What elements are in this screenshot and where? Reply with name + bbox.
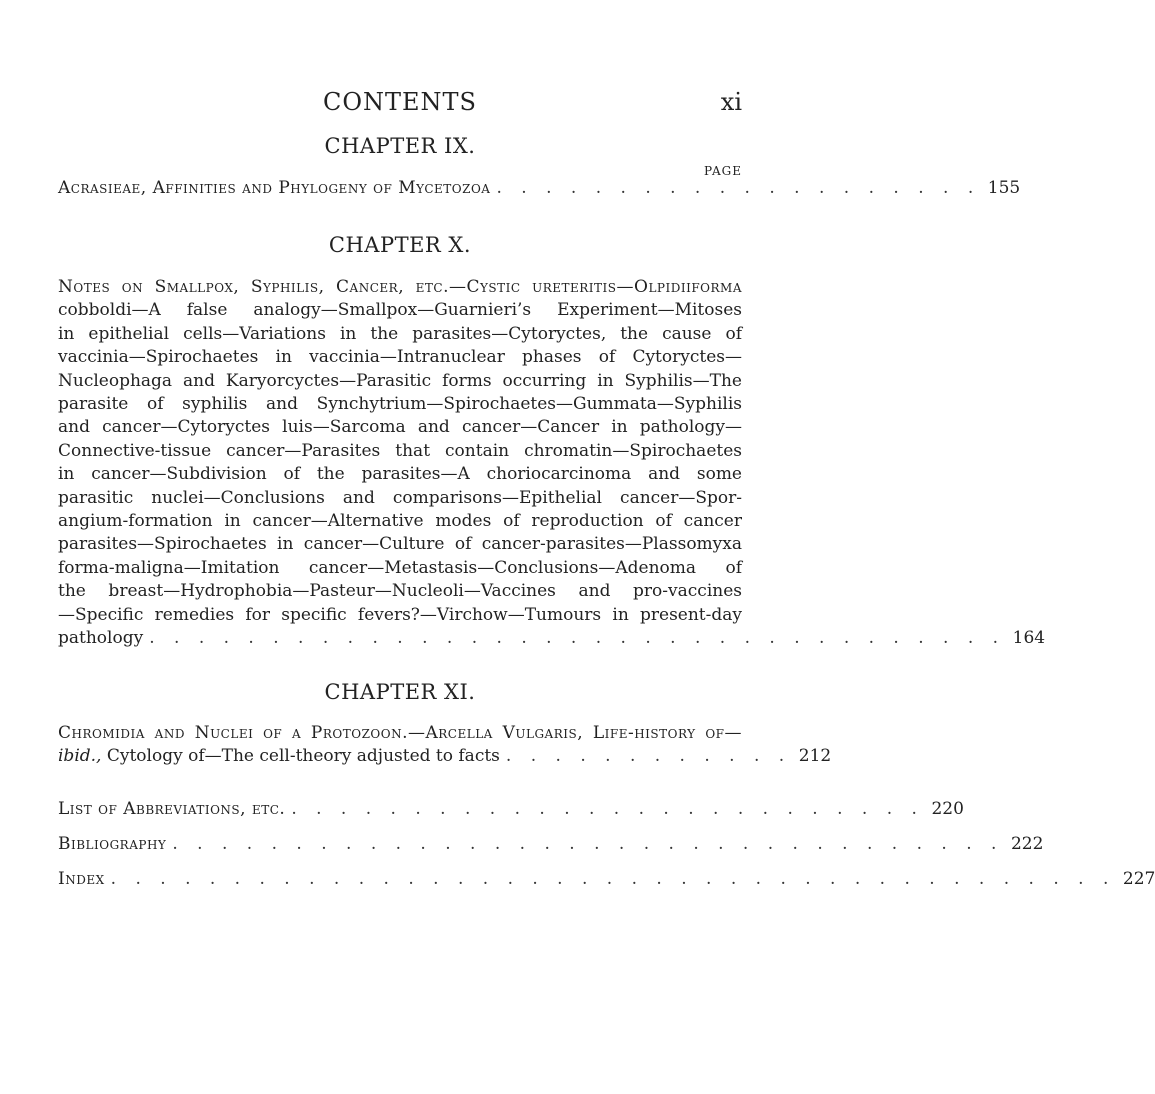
chapter-9-entry — [58, 177, 1021, 200]
chapter-11-page: 212 — [798, 746, 832, 767]
chapter-9-heading: CHAPTER IX. — [324, 134, 476, 158]
bibliography-page: 222 — [1010, 834, 1044, 854]
back-matter-item — [58, 796, 964, 822]
chapter-10-heading: CHAPTER X. — [328, 233, 472, 257]
chapter-10-line: parasite of syphilis and Synchytrium—Spirochaetes—Gummata—Syphilis — [58, 394, 742, 415]
chapter-11-line-2: Cytology of—The cell-theory adjusted to facts — [101, 746, 500, 767]
abbreviations-page: 220 — [931, 799, 964, 819]
back-matter — [58, 796, 1155, 892]
chapter-10-line: in epithelial cells—Variations in the parasites—Cytoryctes, the cause of — [58, 323, 742, 344]
back-matter-item — [58, 866, 1155, 892]
bibliography-label: Bibliography — [58, 834, 167, 854]
chapter-10-line: in cancer—Subdivision of the parasites—A choriocarcinoma and some — [58, 464, 742, 485]
chapter-9-page: 155 — [987, 178, 1021, 198]
chapter-10-line: forma-maligna—Imitation cancer—Metastasis—Conclusions—Adenoma of — [58, 557, 742, 578]
chapter-11-entry — [58, 722, 832, 769]
chapter-10-line: Nucleophaga and Karyorcyctes—Parasitic forms occurring in Syphilis—The — [58, 370, 742, 391]
index-page: 227 — [1122, 869, 1155, 889]
leader-dots: . . . . . . . . . . . . — [505, 746, 792, 767]
chapter-11-line: Chromidia and Nuclei of a Protozoon.—Arcella Vulgaris, Life-history of— — [58, 723, 742, 743]
chapter-11-ibid: ibid., — [58, 746, 102, 767]
back-matter-item — [58, 831, 1044, 857]
chapter-10-last-line: pathology — [58, 628, 144, 649]
chapter-10-page: 164 — [1012, 628, 1046, 649]
abbreviations-label: List of Abbreviations, etc. — [58, 799, 286, 819]
running-head-page-number: xi — [720, 88, 742, 116]
chapter-10-line: parasites—Spirochaetes in cancer—Culture of cancer-parasites—Plassomyxa — [58, 534, 742, 555]
leader-dots: . . . . . . . . . . . . . . . . . . . . . . . . . . — [291, 799, 924, 819]
chapter-10-line: —Specific remedies for specific fevers?—Virchow—Tumours in present-day — [58, 604, 742, 625]
chapter-10-line: the breast—Hydrophobia—Pasteur—Nucleoli—Vaccines and pro-vaccines — [58, 581, 742, 602]
leader-dots: . . . . . . . . . . . . . . . . . . . . . . . . . . . . . . . . . . — [172, 834, 1004, 854]
chapter-10-line: vaccinia—Spirochaetes in vaccinia—Intranuclear phases of Cytoryctes— — [58, 347, 742, 368]
chapter-9-title: Acrasieae, Affinities and Phylogeny of Mycetozoa — [58, 178, 491, 198]
chapter-10-entry — [58, 276, 1046, 651]
chapter-10-line: angium-formation in cancer—Alternative modes of reproduction of cancer — [58, 511, 742, 532]
chapter-10-line: cobboldi—A false analogy—Smallpox—Guarnieri’s Experiment—Mitoses — [58, 300, 742, 321]
chapter-11-heading: CHAPTER XI. — [324, 680, 476, 704]
leader-dots: . . . . . . . . . . . . . . . . . . . . . . . . . . . . . . . . . . . — [149, 628, 1006, 649]
leader-dots: . . . . . . . . . . . . . . . . . . . . — [496, 178, 981, 198]
leader-dots: . . . . . . . . . . . . . . . . . . . . . . . . . . . . . . . . . . . . . . . . . — [110, 869, 1116, 889]
running-head — [0, 88, 800, 122]
chapter-10-line: and cancer—Cytoryctes luis—Sarcoma and cancer—Cancer in pathology— — [58, 417, 742, 438]
index-label: Index — [58, 869, 105, 889]
page-column-label: PAGE — [704, 164, 742, 178]
chapter-10-line: Connective-tissue cancer—Parasites that contain chromatin—Spirochaetes — [58, 440, 742, 461]
chapter-10-line: Notes on Smallpox, Syphilis, Cancer, etc.—Cystic ureteritis—Olpidiiforma — [58, 277, 742, 297]
chapter-10-line: parasitic nuclei—Conclusions and comparisons—Epithelial cancer—Spor- — [58, 487, 742, 508]
running-head-title: CONTENTS — [322, 88, 477, 116]
